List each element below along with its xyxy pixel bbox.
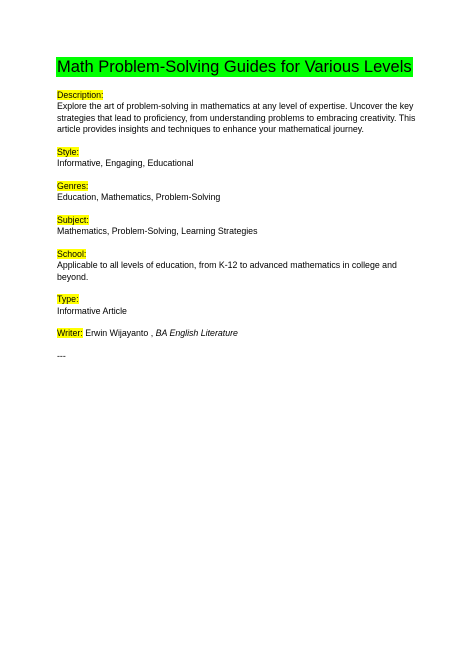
document-body (57, 90, 419, 363)
type-label: Type: (57, 294, 79, 305)
document-separator: --- (57, 351, 66, 362)
genres-label: Genres: (57, 180, 89, 191)
style-text: Informative, Engaging, Educational (57, 157, 194, 168)
description-text: Explore the art of problem-solving in mathematics at any level of expertise. Uncover the key strategies that lead to proficiency, from understanding problems to embracing creativity. This article provides insights and techniques to enhance your mathematical journey. (57, 101, 416, 134)
type-text: Informative Article (57, 305, 127, 316)
description-label: Description: (57, 90, 104, 100)
style-label: Style: (57, 146, 80, 157)
genres-section (57, 181, 419, 204)
document-title: Math Problem-Solving Guides for Various Levels (57, 58, 412, 76)
style-section (57, 147, 419, 170)
type-section (57, 294, 419, 317)
subject-section (57, 215, 419, 238)
writer-section (57, 328, 419, 339)
description-section (57, 90, 419, 135)
writer-label: Writer: (57, 328, 83, 339)
school-label: School: (57, 248, 87, 259)
genres-text: Education, Mathematics, Problem-Solving (57, 192, 221, 203)
school-section (57, 249, 419, 283)
writer-name: Erwin Wijayanto , (85, 328, 154, 339)
school-text: Applicable to all levels of education, from K-12 to advanced mathematics in college and beyond. (57, 260, 397, 282)
subject-text: Mathematics, Problem-Solving, Learning Strategies (57, 226, 258, 237)
subject-label: Subject: (57, 214, 89, 225)
writer-credential: BA English Literature (155, 328, 238, 339)
